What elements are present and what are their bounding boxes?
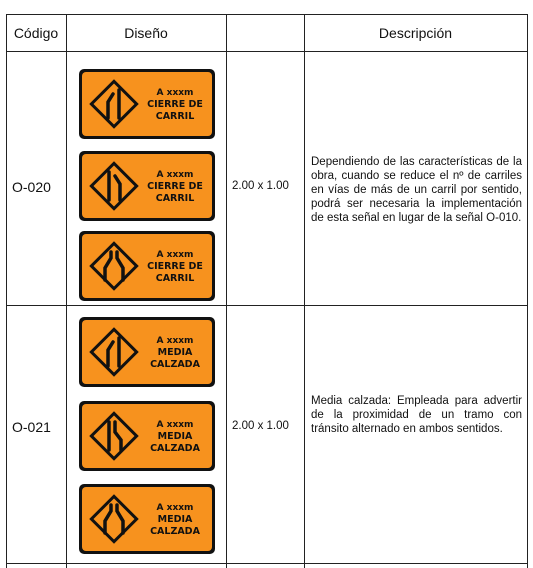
half-road-left-icon xyxy=(86,324,142,380)
header-diseno: Diseño xyxy=(124,25,168,41)
sign-distance: A xxxm xyxy=(156,250,194,260)
lane-closure-right-icon xyxy=(86,158,142,214)
sign-distance: A xxxm xyxy=(156,170,194,180)
sign-line: CARRIL xyxy=(155,273,195,284)
sign-line: MEDIA xyxy=(157,514,193,525)
header-codigo: Código xyxy=(13,25,59,41)
row-code: O-020 xyxy=(12,179,51,195)
lane-closure-left-icon xyxy=(86,76,142,132)
sign-line: CALZADA xyxy=(150,359,200,370)
sign-half-road xyxy=(79,317,215,387)
table-col-divider xyxy=(226,14,227,568)
row-dimensions: 2.00 x 1.00 xyxy=(232,180,289,192)
sign-distance: A xxxm xyxy=(156,88,194,98)
sign-line: CIERRE DE xyxy=(147,99,203,110)
sign-lane-closure xyxy=(79,151,215,221)
sign-line: MEDIA xyxy=(157,431,193,442)
sign-line: CIERRE DE xyxy=(147,181,203,192)
row-description: Media calzada: Empleada para advertir de la proximidad de un tramo con tránsito alternado en ambos sentidos. xyxy=(311,395,522,435)
lane-closure-center-icon xyxy=(86,238,142,294)
sign-line: CARRIL xyxy=(155,193,195,204)
row-dimensions: 2.00 x 1.00 xyxy=(232,420,289,432)
sign-line: MEDIA xyxy=(157,347,193,358)
table-border-row xyxy=(6,305,528,306)
table-border-bottom xyxy=(6,563,528,564)
sign-distance: A xxxm xyxy=(156,420,194,430)
table-col-divider xyxy=(66,14,67,568)
sign-line: CIERRE DE xyxy=(147,261,203,272)
table-border-right xyxy=(527,14,528,568)
half-road-both-icon xyxy=(86,491,142,547)
sign-half-road xyxy=(79,484,215,554)
sign-lane-closure xyxy=(79,69,215,139)
table-border-left xyxy=(6,14,7,568)
header-descripcion: Descripción xyxy=(378,25,453,41)
row-code: O-021 xyxy=(12,419,51,435)
sign-half-road xyxy=(79,401,215,471)
sign-line: CARRIL xyxy=(155,111,195,122)
row-description: Dependiendo de las características de la obra, cuando se reduce el nº de carriles en vías de más de un carril por sentido, podrá ser necesaria la implementación de esta señal en lugar de la señal O-010. xyxy=(311,156,522,224)
sign-lane-closure xyxy=(79,231,215,301)
sign-line: CALZADA xyxy=(150,443,200,454)
sign-distance: A xxxm xyxy=(156,336,194,346)
sign-line: CALZADA xyxy=(150,526,200,537)
table-col-divider xyxy=(304,14,305,568)
sign-distance: A xxxm xyxy=(156,503,194,513)
half-road-right-icon xyxy=(86,408,142,464)
